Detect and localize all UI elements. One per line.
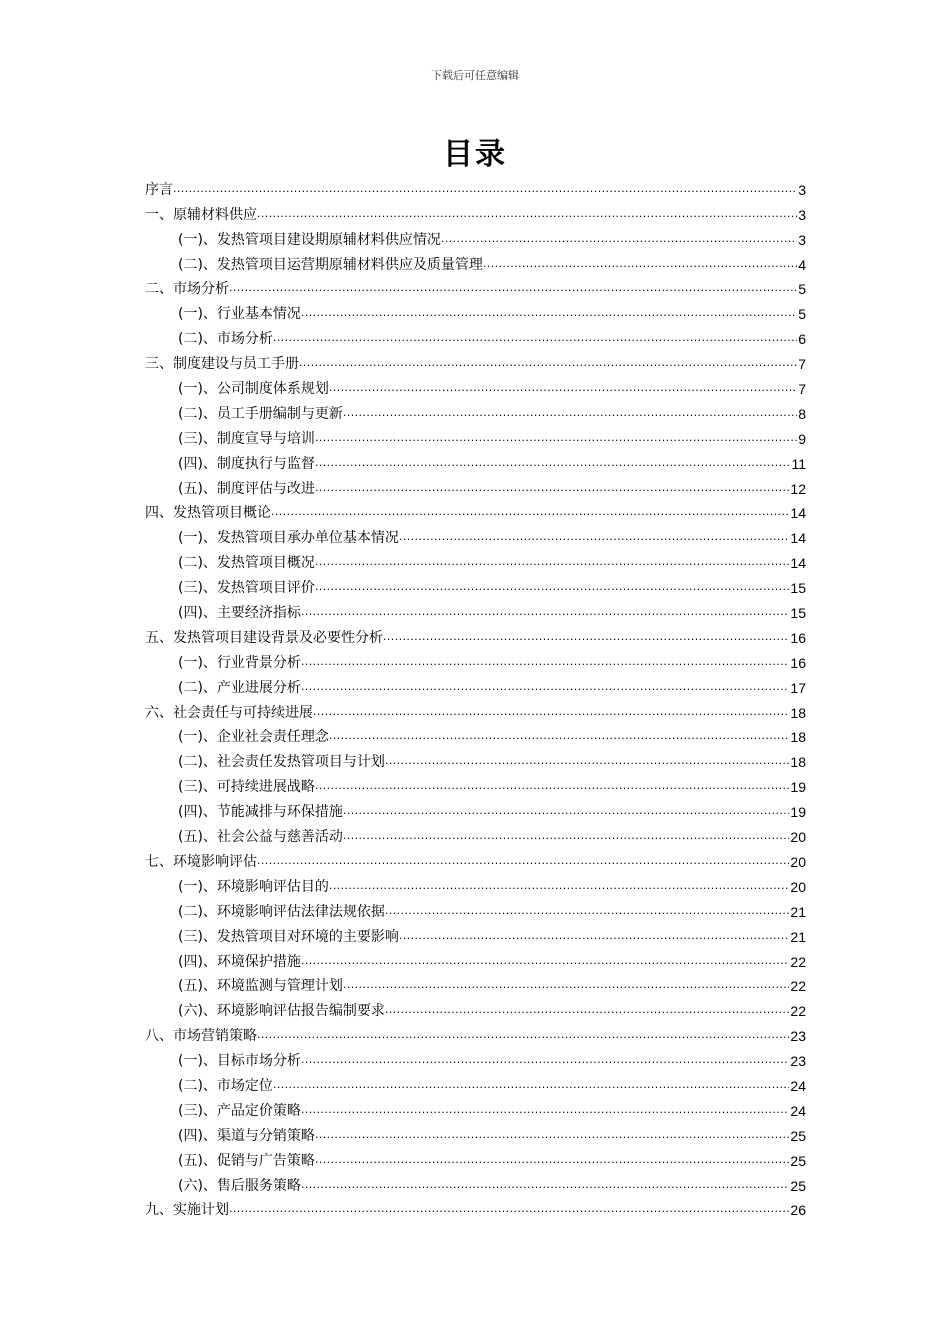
toc-page-number: 16	[790, 654, 806, 671]
toc-subentry[interactable]	[145, 871, 806, 896]
toc-entry-label: (二)、员工手册编制与更新	[178, 405, 343, 422]
toc-entry-label: (三)、发热管项目对环境的主要影响	[178, 928, 399, 945]
toc-dot-leader	[343, 829, 789, 843]
toc-subentry[interactable]	[145, 672, 806, 697]
toc-dot-leader	[383, 630, 789, 644]
toc-dot-leader	[257, 207, 797, 221]
toc-dot-leader	[441, 232, 797, 246]
toc-page-number: 18	[790, 729, 806, 746]
toc-dot-leader	[385, 1003, 789, 1017]
toc-dot-leader	[385, 754, 789, 768]
toc-dot-leader	[315, 555, 789, 569]
toc-entry-label: 八、市场营销策略	[145, 1028, 257, 1045]
toc-entry-label: (四)、主要经济指标	[178, 605, 301, 622]
toc-subentry[interactable]	[145, 423, 806, 448]
toc-dot-leader	[173, 182, 797, 196]
toc-dot-leader	[315, 1153, 789, 1167]
toc-subentry[interactable]	[145, 971, 806, 996]
toc-entry-label: (二)、发热管项目运营期原辅材料供应及质量管理	[178, 256, 483, 273]
toc-entry-label: 一、原辅材料供应	[145, 206, 257, 223]
toc-dot-leader	[301, 954, 789, 968]
toc-page-number: 20	[790, 878, 806, 895]
toc-dot-leader	[399, 929, 789, 943]
toc-subentry[interactable]	[145, 1145, 806, 1170]
toc-entry-label: (一)、行业基本情况	[178, 306, 301, 323]
toc-entry-label: 六、社会责任与可持续进展	[145, 704, 313, 721]
toc-page-number: 26	[790, 1202, 806, 1219]
toc-subentry[interactable]	[145, 946, 806, 971]
toc-dot-leader	[483, 257, 797, 271]
toc-page-number: 20	[790, 829, 806, 846]
toc-dot-leader	[229, 1202, 789, 1216]
toc-page-number: 18	[790, 754, 806, 771]
toc-entry-label: (二)、市场定位	[178, 1077, 273, 1094]
toc-page-number: 7	[798, 381, 806, 398]
toc-dot-leader	[257, 854, 789, 868]
toc-dot-leader	[329, 879, 789, 893]
toc-entry-label: (三)、制度宣导与培训	[178, 430, 315, 447]
toc-page-number: 5	[798, 306, 806, 323]
toc-entry[interactable]	[145, 1020, 806, 1045]
toc-subentry[interactable]	[145, 896, 806, 921]
toc-entry[interactable]	[145, 199, 806, 224]
toc-entry-label: (一)、企业社会责任理念	[178, 729, 329, 746]
toc-subentry[interactable]	[145, 1045, 806, 1070]
toc-entry-label: (一)、发热管项目承办单位基本情况	[178, 530, 399, 547]
toc-dot-leader	[343, 406, 797, 420]
toc-entry-label: (四)、渠道与分销策略	[178, 1127, 315, 1144]
toc-subentry[interactable]	[145, 647, 806, 672]
toc-subentry[interactable]	[145, 398, 806, 423]
toc-subentry[interactable]	[145, 597, 806, 622]
toc-page-number: 21	[790, 928, 806, 945]
toc-page-number: 23	[790, 1028, 806, 1045]
toc-dot-leader	[301, 1103, 789, 1117]
toc-entry-label: 序言	[145, 181, 173, 198]
toc-entry-label: (一)、行业背景分析	[178, 654, 301, 671]
toc-entry-label: (二)、产业进展分析	[178, 679, 301, 696]
toc-subentry[interactable]	[145, 995, 806, 1020]
toc-page-number: 18	[790, 704, 806, 721]
toc-dot-leader	[329, 381, 797, 395]
toc-entry[interactable]	[145, 498, 806, 523]
toc-entry-label: (一)、公司制度体系规划	[178, 381, 329, 398]
toc-entry-label: (六)、售后服务策略	[178, 1177, 301, 1194]
toc-dot-leader	[343, 978, 789, 992]
toc-page-number: 3	[798, 231, 806, 248]
toc-dot-leader	[313, 705, 789, 719]
toc-subentry[interactable]	[145, 1120, 806, 1145]
toc-page-number: 5	[798, 281, 806, 298]
toc-page-number: 17	[790, 679, 806, 696]
table-of-contents	[145, 174, 806, 1219]
toc-subentry[interactable]	[145, 746, 806, 771]
toc-dot-leader	[301, 1053, 789, 1067]
toc-page-number: 3	[798, 206, 806, 223]
toc-entry-label: (三)、发热管项目评价	[178, 580, 315, 597]
toc-entry-label: (二)、社会责任发热管项目与计划	[178, 754, 385, 771]
toc-subentry[interactable]	[145, 821, 806, 846]
toc-dot-leader	[315, 1128, 789, 1142]
toc-page-number: 15	[790, 605, 806, 622]
toc-entry-label: (一)、发热管项目建设期原辅材料供应情况	[178, 231, 441, 248]
toc-entry-label: (二)、市场分析	[178, 331, 273, 348]
toc-entry[interactable]	[145, 1195, 806, 1220]
toc-page-number: 20	[790, 853, 806, 870]
toc-dot-leader	[273, 1078, 789, 1092]
toc-dot-leader	[315, 431, 797, 445]
toc-entry-label: (三)、产品定价策略	[178, 1102, 301, 1119]
toc-dot-leader	[385, 904, 789, 918]
toc-subentry[interactable]	[145, 771, 806, 796]
toc-entry[interactable]	[145, 622, 806, 647]
toc-dot-leader	[301, 680, 789, 694]
toc-page-number: 14	[790, 555, 806, 572]
toc-page-number: 14	[790, 530, 806, 547]
toc-page-number: 22	[790, 953, 806, 970]
toc-dot-leader	[299, 356, 797, 370]
toc-entry-label: (五)、制度评估与改进	[178, 480, 315, 497]
toc-page-number: 7	[798, 356, 806, 373]
toc-dot-leader	[301, 605, 789, 619]
toc-page-number: 19	[790, 779, 806, 796]
toc-dot-leader	[229, 281, 797, 295]
toc-dot-leader	[315, 456, 791, 470]
toc-page-number: 9	[798, 430, 806, 447]
toc-subentry[interactable]	[145, 572, 806, 597]
toc-page-number: 21	[790, 903, 806, 920]
toc-entry[interactable]	[145, 274, 806, 299]
toc-dot-leader	[329, 729, 789, 743]
toc-subentry[interactable]	[145, 298, 806, 323]
toc-entry-label: 九、实施计划	[145, 1202, 229, 1219]
toc-page-number: 24	[790, 1102, 806, 1119]
toc-subentry[interactable]	[145, 249, 806, 274]
toc-subentry[interactable]	[145, 323, 806, 348]
toc-subentry[interactable]	[145, 1070, 806, 1095]
toc-page-number: 8	[798, 405, 806, 422]
toc-entry[interactable]	[145, 348, 806, 373]
toc-page-number: 14	[790, 505, 806, 522]
toc-subentry[interactable]	[145, 796, 806, 821]
toc-entry-label: 四、发热管项目概论	[145, 505, 271, 522]
toc-dot-leader	[257, 1028, 789, 1042]
toc-subentry[interactable]	[145, 547, 806, 572]
toc-dot-leader	[301, 306, 797, 320]
toc-entry[interactable]	[145, 697, 806, 722]
toc-subentry[interactable]	[145, 1170, 806, 1195]
toc-page-number: 6	[798, 331, 806, 348]
toc-subentry[interactable]	[145, 448, 806, 473]
toc-dot-leader	[343, 804, 789, 818]
toc-page-number: 11	[791, 455, 806, 472]
toc-dot-leader	[273, 331, 797, 345]
toc-entry-label: (六)、环境影响评估报告编制要求	[178, 1003, 385, 1020]
toc-dot-leader	[399, 530, 789, 544]
toc-entry-label: (四)、节能减排与环保措施	[178, 804, 343, 821]
toc-subentry[interactable]	[145, 522, 806, 547]
toc-entry-label: 五、发热管项目建设背景及必要性分析	[145, 629, 383, 646]
toc-entry-label: 三、制度建设与员工手册	[145, 356, 299, 373]
toc-entry[interactable]	[145, 174, 806, 199]
toc-dot-leader	[271, 505, 789, 519]
toc-page-number: 16	[790, 629, 806, 646]
toc-entry-label: (一)、目标市场分析	[178, 1053, 301, 1070]
header-note: 下载后可任意编辑	[431, 69, 519, 82]
toc-entry-label: (四)、制度执行与监督	[178, 455, 315, 472]
toc-dot-leader	[301, 1178, 789, 1192]
toc-page-number: 12	[790, 480, 806, 497]
toc-page-number: 22	[790, 978, 806, 995]
toc-subentry[interactable]	[145, 473, 806, 498]
toc-entry-label: (三)、可持续进展战略	[178, 779, 315, 796]
toc-subentry[interactable]	[145, 373, 806, 398]
toc-page-number: 3	[798, 181, 806, 198]
toc-subentry[interactable]	[145, 722, 806, 747]
toc-page-number: 24	[790, 1077, 806, 1094]
toc-title: 目录	[443, 137, 507, 172]
toc-page-number: 4	[798, 256, 806, 273]
toc-dot-leader	[315, 779, 789, 793]
toc-subentry[interactable]	[145, 224, 806, 249]
toc-entry[interactable]	[145, 846, 806, 871]
toc-entry-label: (五)、促销与广告策略	[178, 1152, 315, 1169]
toc-entry-label: 二、市场分析	[145, 281, 229, 298]
toc-entry-label: (二)、发热管项目概况	[178, 555, 315, 572]
toc-entry-label: (二)、环境影响评估法律法规依据	[178, 903, 385, 920]
toc-dot-leader	[301, 655, 789, 669]
toc-page-number: 22	[790, 1003, 806, 1020]
toc-page-number: 19	[790, 804, 806, 821]
toc-entry-label: (五)、社会公益与慈善活动	[178, 829, 343, 846]
toc-page-number: 25	[790, 1127, 806, 1144]
toc-subentry[interactable]	[145, 1095, 806, 1120]
toc-page-number: 25	[790, 1177, 806, 1194]
toc-entry-label: 七、环境影响评估	[145, 853, 257, 870]
toc-dot-leader	[315, 481, 789, 495]
toc-entry-label: (四)、环境保护措施	[178, 953, 301, 970]
toc-subentry[interactable]	[145, 921, 806, 946]
toc-page-number: 15	[790, 580, 806, 597]
toc-page-number: 23	[790, 1053, 806, 1070]
toc-entry-label: (五)、环境监测与管理计划	[178, 978, 343, 995]
toc-entry-label: (一)、环境影响评估目的	[178, 878, 329, 895]
toc-dot-leader	[315, 580, 789, 594]
toc-page-number: 25	[790, 1152, 806, 1169]
